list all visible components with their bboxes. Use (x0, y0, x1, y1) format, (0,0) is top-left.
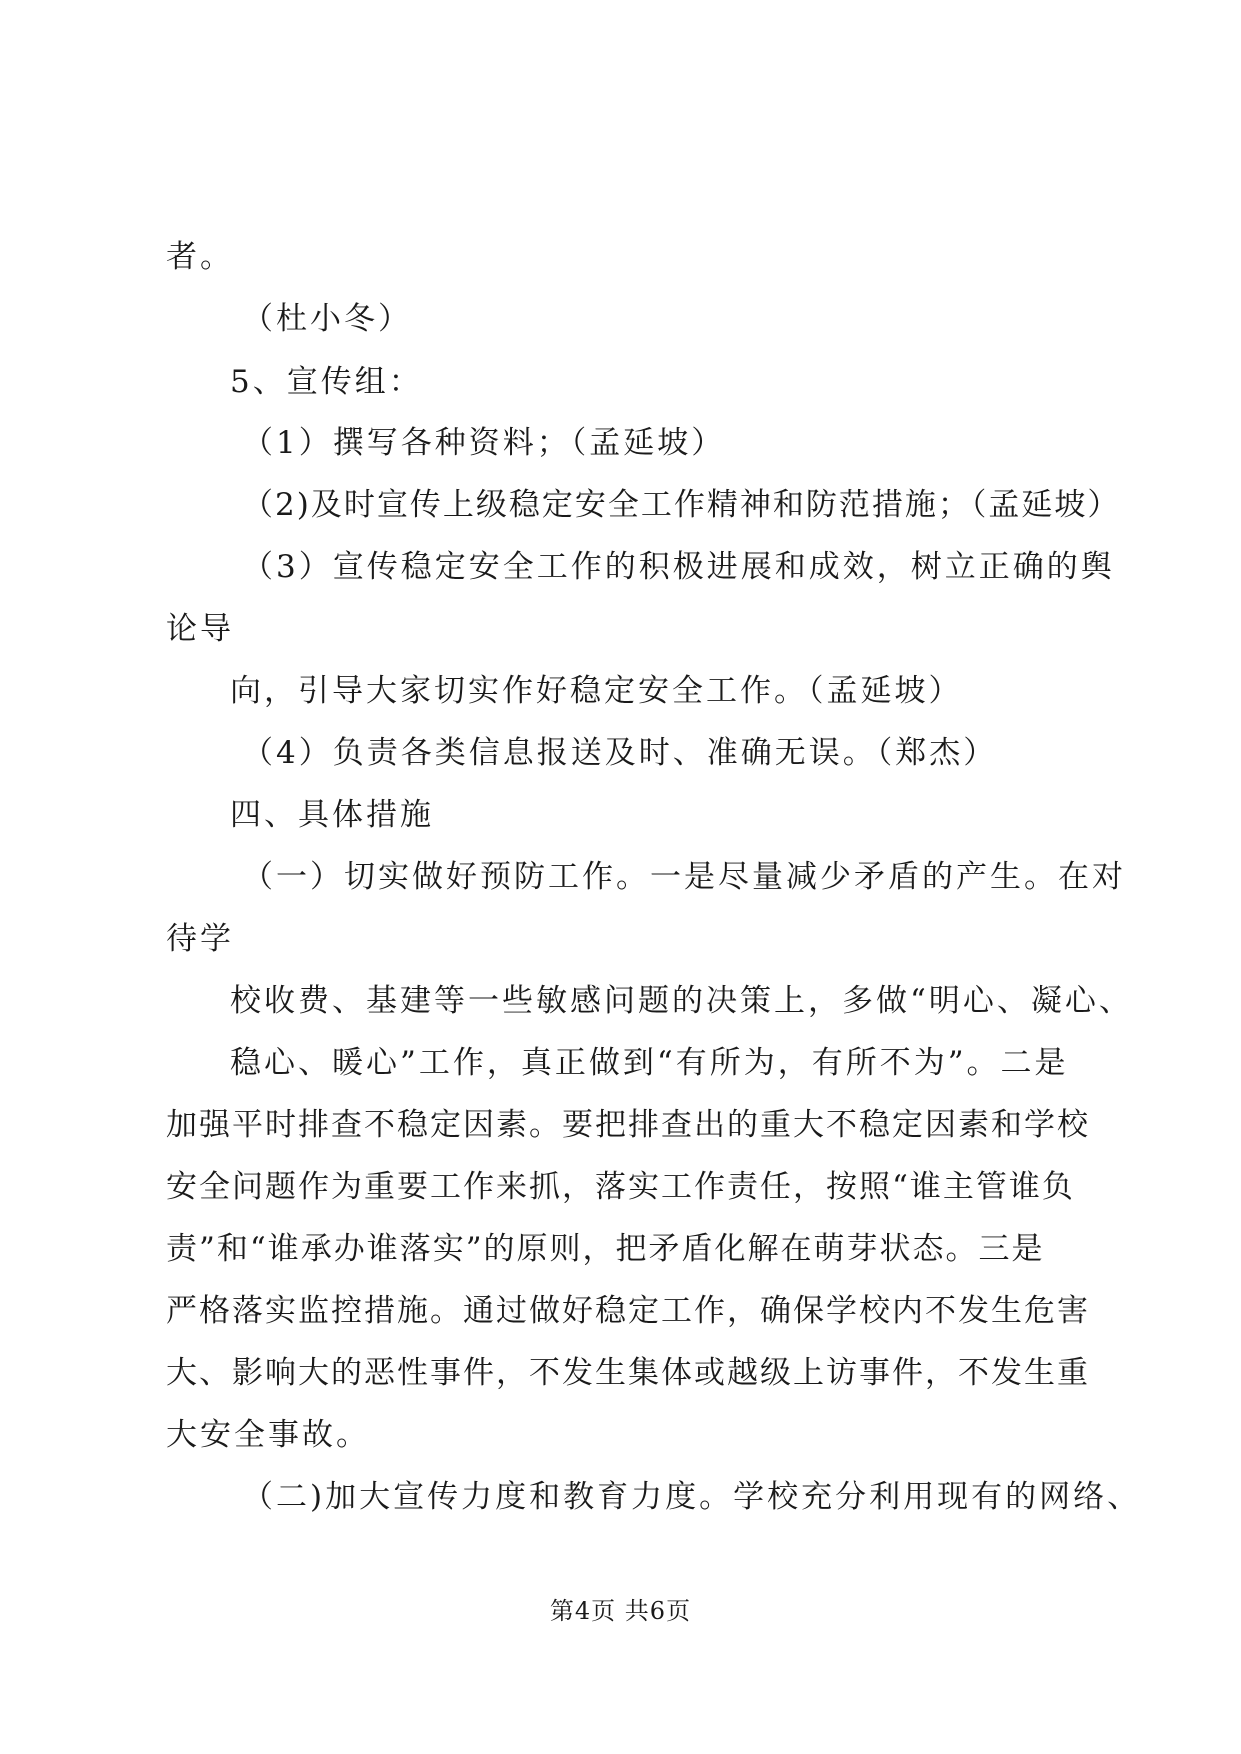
text-line: 大安全事故。 (166, 1417, 370, 1453)
text-line: 安全问题作为重要工作来抓，落实工作责任，按照“谁主管谁负 (166, 1169, 1075, 1205)
text-line: 者。 (166, 239, 234, 275)
text-line: 大、影响大的恶性事件，不发生集体或越级上访事件，不发生重 (166, 1355, 1090, 1391)
text-line: （二)加大宣传力度和教育力度。学校充分利用现有的网络、 (242, 1479, 1142, 1515)
text-line: 论导 (166, 611, 234, 647)
text-line: 严格落实监控措施。通过做好稳定工作，确保学校内不发生危害 (166, 1293, 1090, 1329)
text-line: （一）切实做好预防工作。一是尽量减少矛盾的产生。在对 (242, 859, 1126, 895)
text-line: 5、宣传组： (230, 364, 423, 400)
text-line: 待学 (166, 921, 234, 957)
text-line: （1）撰写各种资料；（孟延坡） (242, 425, 726, 461)
text-line: （4）负责各类信息报送及时、准确无误。（郑杰） (242, 735, 998, 771)
text-line: 校收费、基建等一些敏感问题的决策上，多做“明心、凝心、 (230, 983, 1133, 1019)
section-heading: 四、具体措施 (230, 797, 434, 833)
text-line: （3）宣传稳定安全工作的积极进展和成效，树立正确的舆 (242, 549, 1115, 585)
text-line: 加强平时排查不稳定因素。要把排查出的重大不稳定因素和学校 (166, 1107, 1090, 1143)
text-line: （2)及时宣传上级稳定安全工作精神和防范措施；（孟延坡） (242, 487, 1121, 523)
text-line: （杜小冬） (242, 301, 412, 337)
page-number-footer: 第4页 共6页 (549, 1597, 692, 1625)
text-line: 向，引导大家切实作好稳定安全工作。（孟延坡） (230, 673, 963, 709)
text-line: 稳心、暖心”工作，真正做到“有所为，有所不为”。二是 (230, 1045, 1069, 1081)
text-line: 责”和“谁承办谁落实”的原则，把矛盾化解在萌芽状态。三是 (166, 1231, 1045, 1267)
